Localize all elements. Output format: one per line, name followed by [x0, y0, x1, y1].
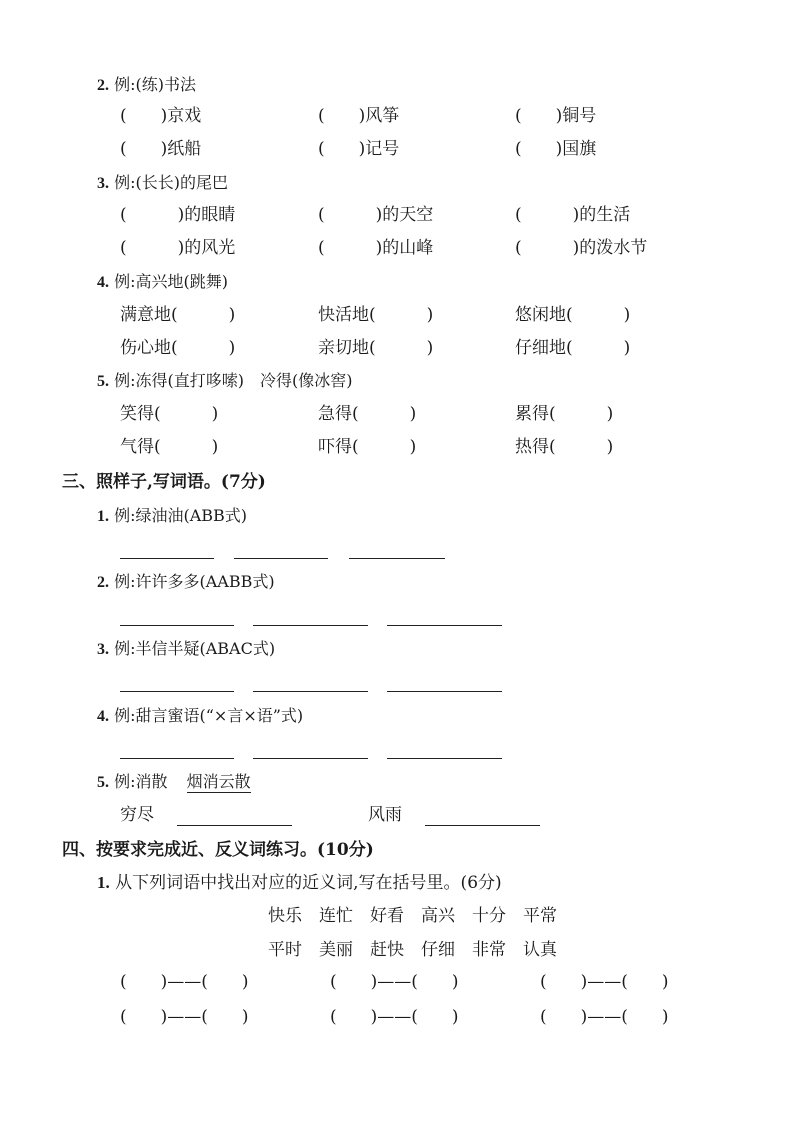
s4-word-1-6: 平常: [523, 906, 557, 926]
q3-r2-c2[interactable]: ( )的山峰: [318, 238, 434, 258]
s4-word-1-1: 快乐: [268, 906, 302, 926]
q5-r2-c3[interactable]: 热得( ): [515, 437, 614, 457]
s4-sub1-number: 1.: [97, 873, 110, 892]
q3-header: [97, 172, 228, 195]
s3-item2-blank-3[interactable]: [387, 625, 502, 626]
q2-r1-c2[interactable]: ( )风筝: [318, 106, 400, 126]
s4-word-2-6: 认真: [523, 940, 557, 960]
s3-item3-blank-1[interactable]: [120, 691, 234, 692]
s3-item3-number: 3.: [97, 641, 109, 658]
q4-r1-c2[interactable]: 快活地( ): [318, 305, 434, 325]
s3-item4-blank-1[interactable]: [120, 758, 234, 759]
q4-r1-c3[interactable]: 悠闲地( ): [515, 305, 631, 325]
q3-r1-c2[interactable]: ( )的天空: [318, 205, 434, 225]
s4-pair-1-1[interactable]: ( )——( ): [120, 972, 249, 992]
s3-item4-blank-3[interactable]: [387, 758, 502, 759]
q5-number: 5.: [97, 373, 109, 390]
s3-item2-blank-1[interactable]: [120, 625, 234, 626]
q2-header: [97, 74, 196, 97]
s3-item2-blank-2[interactable]: [253, 625, 368, 626]
s3-word-1-blank[interactable]: [177, 825, 292, 826]
q3-r2-c1[interactable]: ( )的风光: [120, 238, 236, 258]
q2-r1-c1[interactable]: ( )京戏: [120, 106, 202, 126]
s3-item1-blank-2[interactable]: [234, 558, 328, 559]
s3-item4-blank-2[interactable]: [253, 758, 368, 759]
q2-r1-c3[interactable]: ( )铜号: [515, 106, 597, 126]
q5-example: 例:冻得(直打哆嗦) 冷得(像冰窖): [114, 371, 353, 390]
s4-sub1-text: 从下列词语中找出对应的近义词,写在括号里。(6分): [115, 873, 502, 893]
section3-title: 三、照样子,写词语。(7分): [62, 472, 266, 492]
q3-example: 例:(长长)的尾巴: [114, 173, 228, 192]
s4-pair-1-3[interactable]: ( )——( ): [540, 972, 669, 992]
s3-item5-text: 例:消散: [114, 772, 168, 791]
s3-item1-blank-3[interactable]: [349, 558, 445, 559]
q3-r2-c3[interactable]: ( )的泼水节: [515, 238, 648, 258]
s4-word-2-1: 平时: [268, 940, 302, 960]
q5-r1-c1[interactable]: 笑得( ): [120, 404, 219, 424]
s4-word-1-2: 连忙: [319, 906, 353, 926]
s4-word-bank-row1: [268, 905, 574, 927]
s3-word-2-blank[interactable]: [425, 825, 540, 826]
s3-item1-number: 1.: [97, 508, 109, 525]
q2-example: 例:(练)书法: [114, 75, 196, 94]
s3-word-1: 穷尽: [120, 805, 154, 825]
s3-item4-number: 4.: [97, 708, 109, 725]
q5-r1-c3[interactable]: 累得( ): [515, 404, 614, 424]
s4-word-1-3: 好看: [370, 906, 404, 926]
s3-item1-text: 例:绿油油(ABB式): [114, 506, 248, 525]
s4-word-2-4: 仔细: [421, 940, 455, 960]
q2-r2-c1[interactable]: ( )纸船: [120, 139, 202, 159]
s4-pair-1-2[interactable]: ( )——( ): [330, 972, 459, 992]
q2-number: 2.: [97, 77, 109, 94]
s3-item3: [97, 638, 275, 661]
q2-r2-c3[interactable]: ( )国旗: [515, 139, 597, 159]
section4-title: 四、按要求完成近、反义词练习。(10分): [62, 840, 374, 860]
q5-header: [97, 370, 352, 393]
q2-r2-c2[interactable]: ( )记号: [318, 139, 400, 159]
q4-r2-c2[interactable]: 亲切地( ): [318, 338, 434, 358]
s3-item3-blank-2[interactable]: [253, 691, 368, 692]
s3-item5-number: 5.: [97, 774, 109, 791]
q4-number: 4.: [97, 274, 109, 291]
s3-item2-text: 例:许许多多(AABB式): [114, 572, 275, 591]
s3-item1: [97, 505, 247, 528]
s4-word-2-5: 非常: [472, 940, 506, 960]
s4-word-1-5: 十分: [472, 906, 506, 926]
s3-item3-blank-3[interactable]: [387, 691, 502, 692]
q4-r2-c1[interactable]: 伤心地( ): [120, 338, 236, 358]
s3-item2: [97, 571, 275, 594]
s3-item4: [97, 705, 303, 728]
q5-r2-c2[interactable]: 吓得( ): [318, 437, 417, 457]
s4-word-1-4: 高兴: [421, 906, 455, 926]
s3-item5-example-answer: 烟消云散: [186, 772, 251, 791]
s3-word-2: 风雨: [368, 805, 402, 825]
q3-r1-c3[interactable]: ( )的生活: [515, 205, 631, 225]
s3-item5: [97, 771, 251, 794]
s4-word-bank-row2: [268, 939, 574, 961]
q4-r1-c1[interactable]: 满意地( ): [120, 305, 236, 325]
s4-word-2-3: 赶快: [370, 940, 404, 960]
s4-pair-2-2[interactable]: ( )——( ): [330, 1007, 459, 1027]
q3-r1-c1[interactable]: ( )的眼睛: [120, 205, 236, 225]
q3-number: 3.: [97, 175, 109, 192]
s3-item2-number: 2.: [97, 574, 109, 591]
q4-r2-c3[interactable]: 仔细地( ): [515, 338, 631, 358]
s4-sub1: [97, 872, 502, 894]
s3-item4-text: 例:甜言蜜语(“×言×语”式): [114, 706, 304, 725]
s4-pair-2-1[interactable]: ( )——( ): [120, 1007, 249, 1027]
q5-r1-c2[interactable]: 急得( ): [318, 404, 417, 424]
s4-word-2-2: 美丽: [319, 940, 353, 960]
s3-item1-blank-1[interactable]: [120, 558, 214, 559]
s3-item3-text: 例:半信半疑(ABAC式): [114, 639, 276, 658]
q4-header: [97, 271, 228, 294]
q5-r2-c1[interactable]: 气得( ): [120, 437, 219, 457]
q4-example: 例:高兴地(跳舞): [114, 272, 228, 291]
s4-pair-2-3[interactable]: ( )——( ): [540, 1007, 669, 1027]
